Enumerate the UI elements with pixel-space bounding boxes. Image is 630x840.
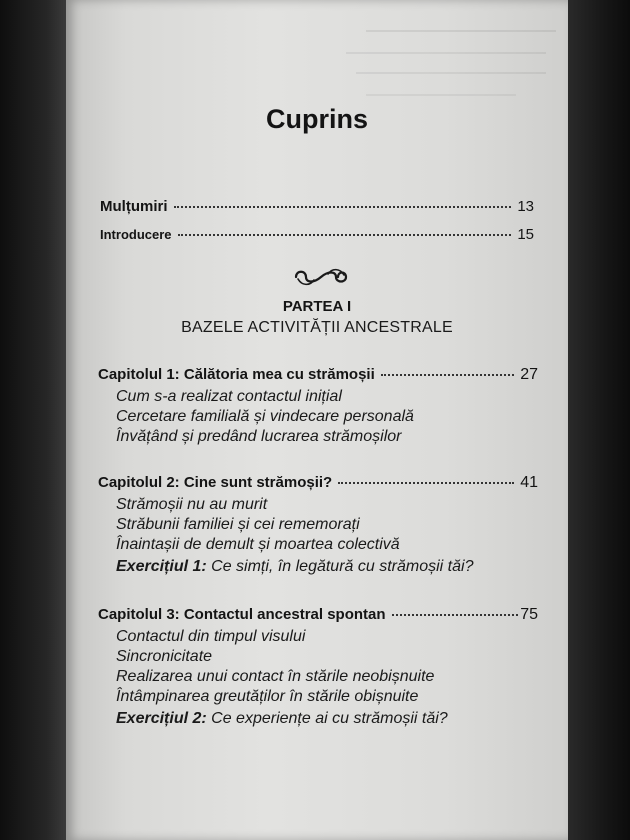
show-through-line	[356, 72, 546, 82]
exercise-label: Exercițiul 1:	[116, 558, 207, 575]
toc-entry-front-matter	[100, 198, 534, 215]
toc-chapter	[98, 366, 538, 384]
chapter-section: Strămoșii nu au murit	[116, 496, 268, 513]
chapter-exercise	[116, 558, 473, 576]
chapter-page: 41	[520, 474, 538, 491]
show-through-line	[366, 94, 516, 104]
chapter-section: Învățând și predând lucrarea strămoșilor	[116, 428, 402, 445]
chapter-section: Cum s-a realizat contactul inițial	[116, 388, 342, 405]
toc-chapter	[98, 474, 538, 492]
chapter-section: Realizarea unui contact în stările neobișnuite	[116, 668, 435, 685]
exercise-text: Ce experiențe ai cu strămoșii tăi?	[206, 710, 448, 727]
chapter-label: Capitolul 3: Contactul ancestral spontan	[98, 606, 386, 623]
leader-dots	[178, 234, 512, 236]
chapter-label: Capitolul 2: Cine sunt strămoșii?	[98, 474, 333, 491]
background-right	[568, 0, 630, 840]
chapter-page: 27	[520, 366, 538, 383]
show-through-line	[346, 52, 546, 62]
chapter-exercise	[116, 710, 448, 728]
leader-dots	[174, 206, 512, 208]
decorative-swirl-icon	[292, 266, 350, 288]
chapter-section: Străbunii familiei și cei rememorați	[116, 516, 360, 533]
leader-dots	[392, 614, 519, 616]
exercise-label: Exercițiul 2:	[116, 710, 207, 727]
book-page	[66, 0, 568, 840]
chapter-section: Contactul din timpul visului	[116, 628, 306, 645]
toc-entry-front-matter	[100, 226, 534, 243]
background-left	[0, 0, 66, 840]
leader-dots	[338, 482, 514, 484]
chapter-section: Înaintașii de demult și moartea colectivă	[116, 536, 400, 553]
chapter-label: Capitolul 1: Călătoria mea cu strămoșii	[98, 366, 375, 383]
page-title: Cuprins	[265, 104, 368, 134]
part-title: PARTEA I	[282, 298, 352, 315]
part-subtitle: BAZELE ACTIVITĂȚII ANCESTRALE	[181, 319, 453, 336]
toc-entry-label: Mulțumiri	[100, 198, 168, 215]
chapter-page: 75	[520, 606, 538, 623]
toc-entry-label: Introducere	[100, 227, 172, 242]
show-through-line	[366, 30, 556, 40]
exercise-text: Ce simți, în legătură cu strămoșii tăi?	[206, 558, 474, 575]
toc-chapter	[98, 606, 538, 624]
leader-dots	[381, 374, 514, 376]
chapter-section: Cercetare familială și vindecare personală	[116, 408, 414, 425]
toc-entry-page: 13	[517, 198, 534, 215]
toc-entry-page: 15	[517, 226, 534, 243]
chapter-section: Sincronicitate	[116, 648, 213, 665]
chapter-section: Întâmpinarea greutăților în stările obișnuite	[116, 688, 419, 705]
